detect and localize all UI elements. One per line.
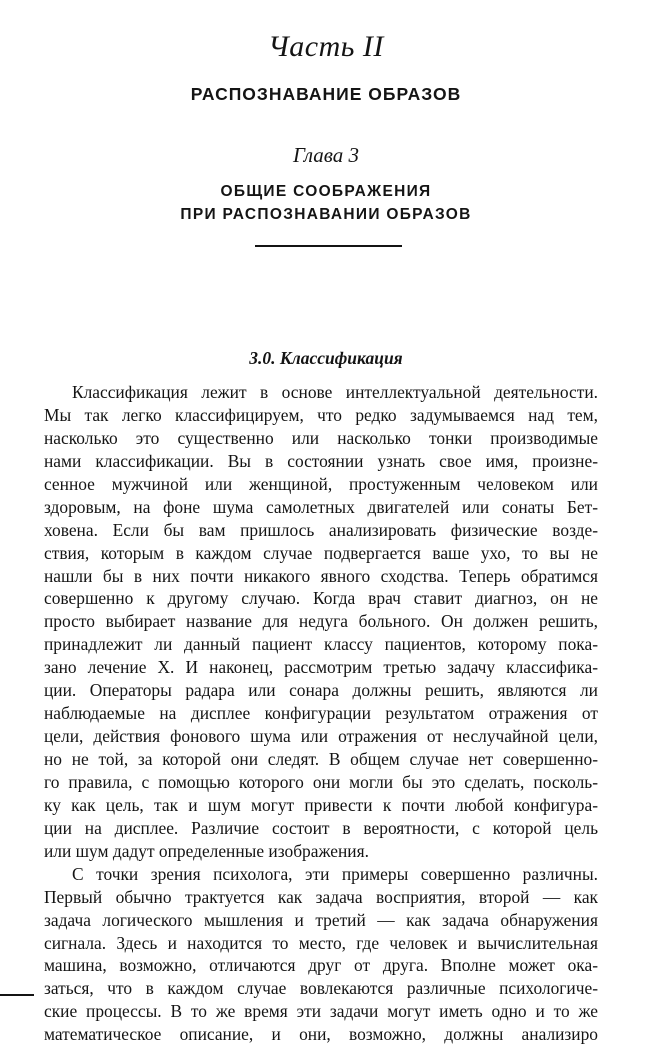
text-line: сигнала. Здесь и находится то место, где человек и вычислительная bbox=[44, 932, 598, 953]
text-line: го правила, с помощью которого они могли бы это сделать, посколь- bbox=[44, 771, 598, 792]
part-subtitle: РАСПОЗНАВАНИЕ ОБРАЗОВ bbox=[190, 84, 462, 104]
text-line: но не той, за которой они следят. В общем случае нет совершенно- bbox=[44, 749, 598, 769]
body-text bbox=[44, 381, 598, 1046]
text-line: ховена. Если бы вам пришлось анализировать физические возде- bbox=[44, 519, 598, 540]
text-line: насколько это существенно или насколько тонки производимые bbox=[44, 427, 598, 448]
section-title: 3.0. Классификация bbox=[249, 348, 403, 368]
text-line: совершенно к другому случаю. Когда врач ставит диагноз, он не bbox=[44, 588, 598, 609]
text-line: зано лечение X. И наконец, рассмотрим третью задачу классифика- bbox=[44, 657, 598, 678]
text-line: ции. Операторы радара или сонара должны решить, являются ли bbox=[44, 680, 598, 701]
text-line: Классификация лежит в основе интеллектуальной деятельности. bbox=[72, 382, 598, 402]
text-line: Мы так легко классифицируем, что редко задумываемся над тем, bbox=[44, 404, 598, 425]
text-line: ции на дисплее. Различие состоит в вероятности, с которой цель bbox=[44, 817, 598, 838]
chapter-subtitle-line: ОБЩИЕ СООБРАЖЕНИЯ bbox=[220, 183, 432, 200]
text-line: математическое описание, и они, возможно, должны анализиро bbox=[44, 1024, 598, 1045]
chapter-subtitle bbox=[0, 180, 652, 226]
chapter-title: Глава 3 bbox=[293, 143, 359, 167]
text-line: цели, действия фонового шума или отражения от неслучайной цели, bbox=[44, 726, 598, 747]
text-line: нашли бы в них почти никакого явного сходства. Теперь обратимся bbox=[44, 565, 598, 586]
text-line: нами классификации. Вы в состоянии узнать свое имя, произне- bbox=[44, 450, 598, 471]
text-line: наблюдаемые на дисплее конфигурации результатом отражения от bbox=[44, 703, 598, 724]
chapter-divider bbox=[255, 245, 402, 247]
text-line: здоровым, на фоне шума самолетных двигателей или сонаты Бет- bbox=[44, 496, 598, 517]
text-line: или шум дадут определенные изображения. bbox=[44, 840, 369, 861]
text-line: ские процессы. В то же время эти задачи могут иметь одно и то же bbox=[44, 1001, 598, 1022]
text-line: сенное мужчиной или женщиной, простуженным человеком или bbox=[44, 473, 598, 494]
text-line: машина, возможно, отличаются друг от друга. Вполне может ока- bbox=[44, 955, 598, 976]
text-line: принадлежит ли данный пациент классу пациентов, которому пока- bbox=[44, 634, 598, 655]
text-line: заться, что в каждом случае вовлекаются различные психологиче- bbox=[44, 978, 598, 999]
text-line: С точки зрения психолога, эти примеры совершенно различны. bbox=[72, 863, 598, 884]
page-edge-mark bbox=[0, 994, 34, 996]
text-line: задача логического мышления и третий — как задача обнаружения bbox=[44, 909, 598, 930]
text-line: просто выбирает название для недуга больного. Он должен решить, bbox=[44, 611, 598, 632]
text-line: Первый обычно трактуется как задача восприятия, второй — как bbox=[44, 886, 598, 907]
text-line: ку как цель, так и шум могут привести к почти любой конфигура- bbox=[44, 794, 598, 815]
chapter-subtitle-line: ПРИ РАСПОЗНАВАНИИ ОБРАЗОВ bbox=[180, 206, 472, 223]
part-title: Часть II bbox=[268, 30, 384, 63]
text-line: ствия, которым в каждом случае подвергается ваше ухо, то вы не bbox=[44, 542, 598, 563]
